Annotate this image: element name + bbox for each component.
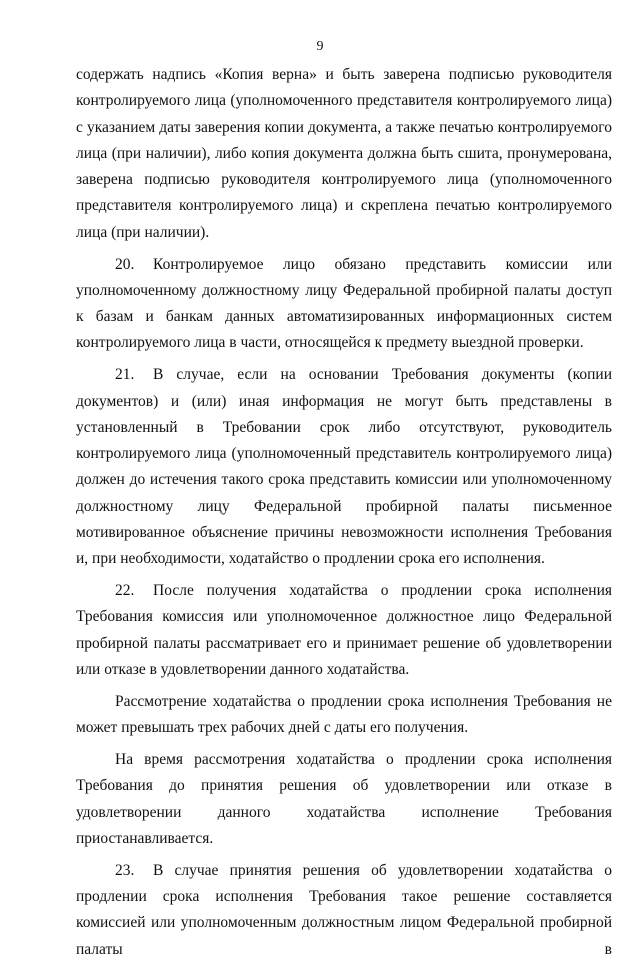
paragraph-text: В случае, если на основании Требования документы (копии документов) и (или) иная информация не могут быть представлены в установленный в Требовании срок либо отсутствуют, руководитель контролируемого лица (уполномоченный представитель контролируемого лица) должен до истечения такого срока представить комиссии или уполномоченному должностному лицу Федеральной пробирной палаты письменное мотивированное объяснение причины невозможности исполнения Требования и, при необходимости, ходатайство о продлении срока его исполнения.	[76, 366, 612, 568]
page-number: 9	[316, 39, 324, 54]
paragraph-22-part-3	[76, 747, 612, 852]
paragraph-text: После получения ходатайства о продлении срока исполнения Требования комиссия или уполномоченное должностное лицо Федеральной пробирной палаты рассматривает его и принимает решение об удовлетворении или отказе в удовлетворении данного ходатайства.	[76, 582, 612, 679]
paragraph-text: На время рассмотрения ходатайства о продлении срока исполнения Требования до принятия решения об удовлетворении или отказе в удовлетворении данного ходатайства исполнение Требования приостанавливается.	[76, 750, 612, 847]
paragraph-text: Контролируемое лицо обязано представить комиссии или уполномоченному должностному лицу Федеральной пробирной палаты доступ к базам и банкам данных автоматизированных информационных систем контролируемого лица в части, относящейся к предмету выездной проверки.	[76, 255, 612, 352]
paragraph-22-part-2	[76, 689, 612, 742]
paragraph-23	[76, 858, 612, 963]
paragraph-text: содержать надпись «Копия верна» и быть заверена подписью руководителя контролируемого лица (уполномоченного представителя контролируемого лица) с указанием даты заверения копии документа, а также печатью контролируемого лица (при наличии), либо копия документа должна быть сшита, пронумерована, заверена подписью руководителя контролируемого лица (уполномоченного представителя контролируемого лица) и скреплена печатью контролируемого лица (при наличии).	[76, 66, 612, 241]
paragraph-number: 21.	[115, 366, 135, 384]
paragraph-22	[76, 578, 612, 683]
paragraph-number: 22.	[115, 582, 135, 600]
paragraph-21	[76, 362, 612, 572]
paragraph-number: 20.	[115, 255, 135, 273]
paragraph-continuation	[76, 62, 612, 246]
document-body	[76, 62, 612, 968]
paragraph-text: В случае принятия решения об удовлетворении ходатайства о продлении срока исполнения Требования такое решение составляется комиссией или уполномоченным должностным лицом Федеральной пробирной палаты в	[76, 861, 612, 958]
paragraph-number: 23.	[115, 861, 135, 879]
paragraph-20	[76, 252, 612, 357]
paragraph-text: Рассмотрение ходатайства о продлении срока исполнения Требования не может превышать трех рабочих дней с даты его получения.	[76, 692, 612, 737]
